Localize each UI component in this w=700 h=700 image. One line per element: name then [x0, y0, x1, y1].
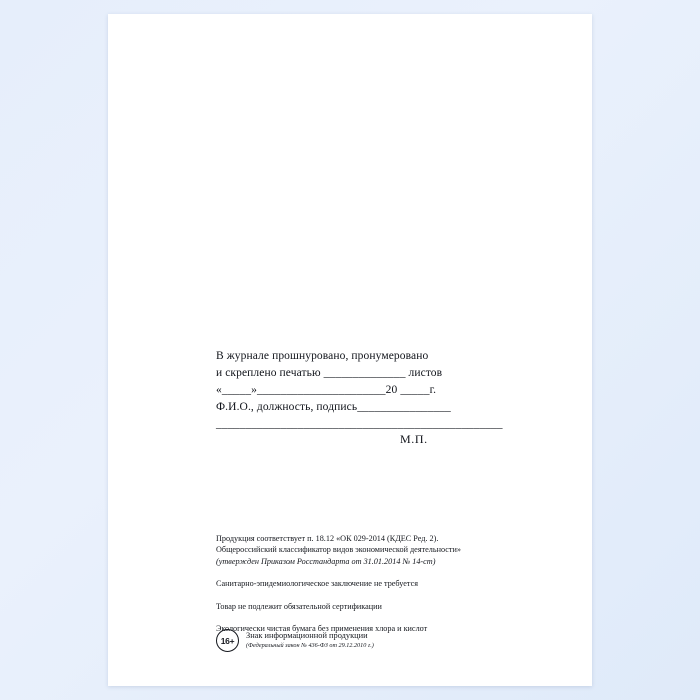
certify-line-5: _________________________________________________ — [216, 418, 503, 430]
page-content — [108, 14, 592, 686]
legal-spacer-1 — [216, 567, 546, 578]
legal-line-5: Товар не подлежит обязательной сертификации — [216, 601, 382, 611]
legal-notice-block — [216, 533, 546, 634]
certify-line-4: Ф.И.О., должность, подпись________________ — [216, 401, 451, 413]
legal-line-6: Экологически чистая бумага без применения хлора и кислот — [216, 624, 428, 634]
stamp-place-label: М.П. — [400, 432, 428, 446]
certify-line-2: и скреплено печатью ______________ листов — [216, 367, 443, 379]
certify-line-1: В журнале прошнуровано, пронумеровано — [216, 350, 429, 362]
age-mark-row — [216, 629, 374, 652]
certification-block — [216, 348, 546, 433]
age-mark-texts — [246, 631, 374, 650]
legal-spacer-2 — [216, 590, 546, 601]
age-mark-subtitle: (Федеральный закон № 436-ФЗ от 29.12.2010 г.) — [246, 642, 374, 649]
legal-line-1: Продукция соответствует п. 18.12 «ОК 029-2014 (КДЕС Ред. 2). — [216, 534, 439, 543]
legal-spacer-3 — [216, 612, 546, 623]
legal-line-3: (утвержден Приказом Росстандарта от 31.01.2014 № 14-ст) — [216, 556, 436, 566]
age-rating-icon: 16+ — [216, 629, 239, 652]
legal-line-2: Общероссийский классификатор видов экономической деятельности» — [216, 545, 461, 555]
legal-line-4: Санитарно-эпидемиологическое заключение не требуется — [216, 579, 418, 589]
age-mark-title: Знак информационной продукции — [246, 631, 368, 640]
document-page — [108, 14, 592, 686]
certify-line-3: «_____»______________________20 _____г. — [216, 384, 437, 396]
